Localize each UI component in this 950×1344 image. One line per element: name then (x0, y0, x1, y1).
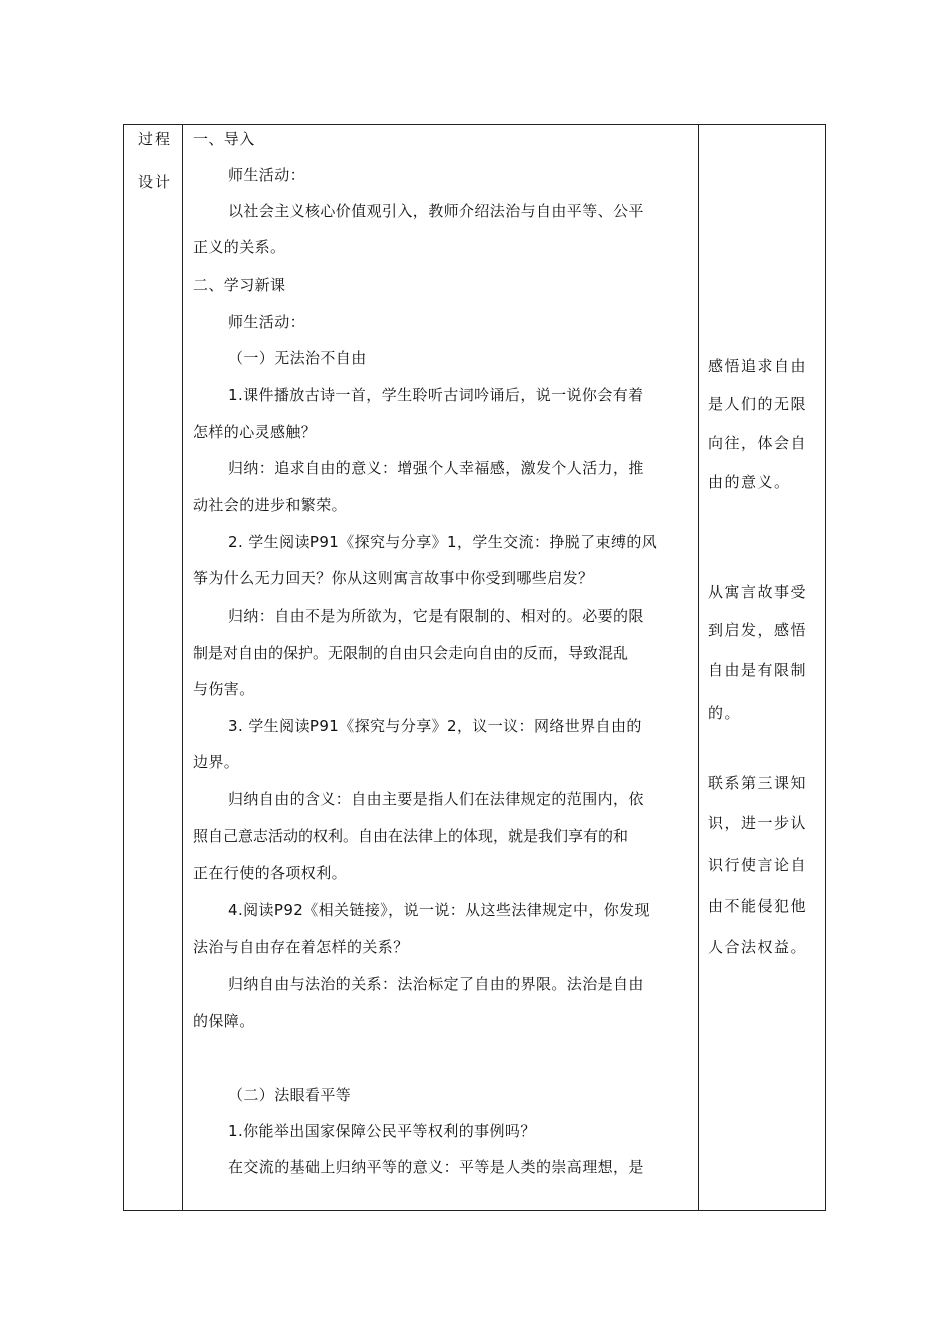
intent-line: 感悟追求自由 (708, 357, 808, 375)
paragraph-line: 归纳自由的含义：自由主要是指人们在法律规定的范围内，依 (228, 790, 644, 808)
paragraph-line: 以社会主义核心价值观引入，教师介绍法治与自由平等、公平 (228, 202, 644, 220)
paragraph-line: 正义的关系。 (193, 238, 286, 256)
paragraph-line: 1.你能举出国家保障公民平等权利的事例吗？ (228, 1122, 536, 1140)
paragraph-line: 正在行使的各项权利。 (193, 864, 348, 882)
intent-line: 的。 (708, 704, 742, 722)
paragraph-line: 4.阅读P92《相关链接》，说一说：从这些法律规定中，你发现 (228, 901, 650, 919)
intent-line: 识行使言论自 (708, 856, 808, 874)
intent-line: 向往，体会自 (708, 434, 808, 452)
paragraph-line: 2. 学生阅读P91《探究与分享》1，学生交流：挣脱了束缚的风 (228, 533, 658, 551)
intent-line: 到启发，感悟 (708, 621, 808, 639)
paragraph-line: 归纳自由与法治的关系：法治标定了自由的界限。法治是自由 (228, 975, 644, 993)
intent-line: 联系第三课知 (708, 774, 808, 792)
paragraph-line: 的保障。 (193, 1012, 255, 1030)
column-divider-left (182, 125, 183, 1210)
paragraph-line: 归纳：追求自由的意义：增强个人幸福感，激发个人活力，推 (228, 459, 644, 477)
section-heading: 一、导入 (193, 130, 255, 148)
paragraph-line: 照自己意志活动的权利。自由在法律上的体现，就是我们享有的和 (193, 827, 629, 845)
intent-line: 识，进一步认 (708, 814, 808, 832)
subsection-heading: （二）法眼看平等 (228, 1086, 352, 1104)
paragraph-line: 师生活动： (228, 166, 306, 184)
section-heading: 二、学习新课 (193, 276, 286, 294)
paragraph-line: 在交流的基础上归纳平等的意义：平等是人类的崇高理想，是 (228, 1158, 644, 1176)
paragraph-line: 与伤害。 (193, 680, 255, 698)
paragraph-line: 师生活动： (228, 313, 306, 331)
header-label: 设计 (138, 173, 173, 191)
header-label: 过程 (138, 130, 173, 148)
intent-line: 人合法权益。 (708, 938, 808, 956)
intent-line: 由不能侵犯他 (708, 897, 808, 915)
subsection-heading: （一）无法治不自由 (228, 349, 367, 367)
intent-line: 自由是有限制 (708, 661, 808, 679)
intent-line: 由的意义。 (708, 473, 791, 491)
paragraph-line: 归纳：自由不是为所欲为，它是有限制的、相对的。必要的限 (228, 607, 644, 625)
column-divider-right (698, 125, 699, 1210)
intent-line: 从寓言故事受 (708, 583, 808, 601)
lesson-table (123, 124, 826, 1211)
paragraph-line: 制是对自由的保护。无限制的自由只会走向自由的反而，导致混乱 (193, 644, 629, 662)
paragraph-line: 动社会的进步和繁荣。 (193, 496, 348, 514)
intent-line: 是人们的无限 (708, 395, 808, 413)
paragraph-line: 边界。 (193, 753, 240, 771)
paragraph-line: 怎样的心灵感触？ (193, 423, 317, 441)
paragraph-line: 法治与自由存在着怎样的关系？ (193, 938, 409, 956)
paragraph-line: 3. 学生阅读P91《探究与分享》2，议一议：网络世界自由的 (228, 717, 642, 735)
paragraph-line: 筝为什么无力回天？你从这则寓言故事中你受到哪些启发？ (193, 569, 594, 587)
paragraph-line: 1.课件播放古诗一首，学生聆听古词吟诵后，说一说你会有着 (228, 386, 644, 404)
